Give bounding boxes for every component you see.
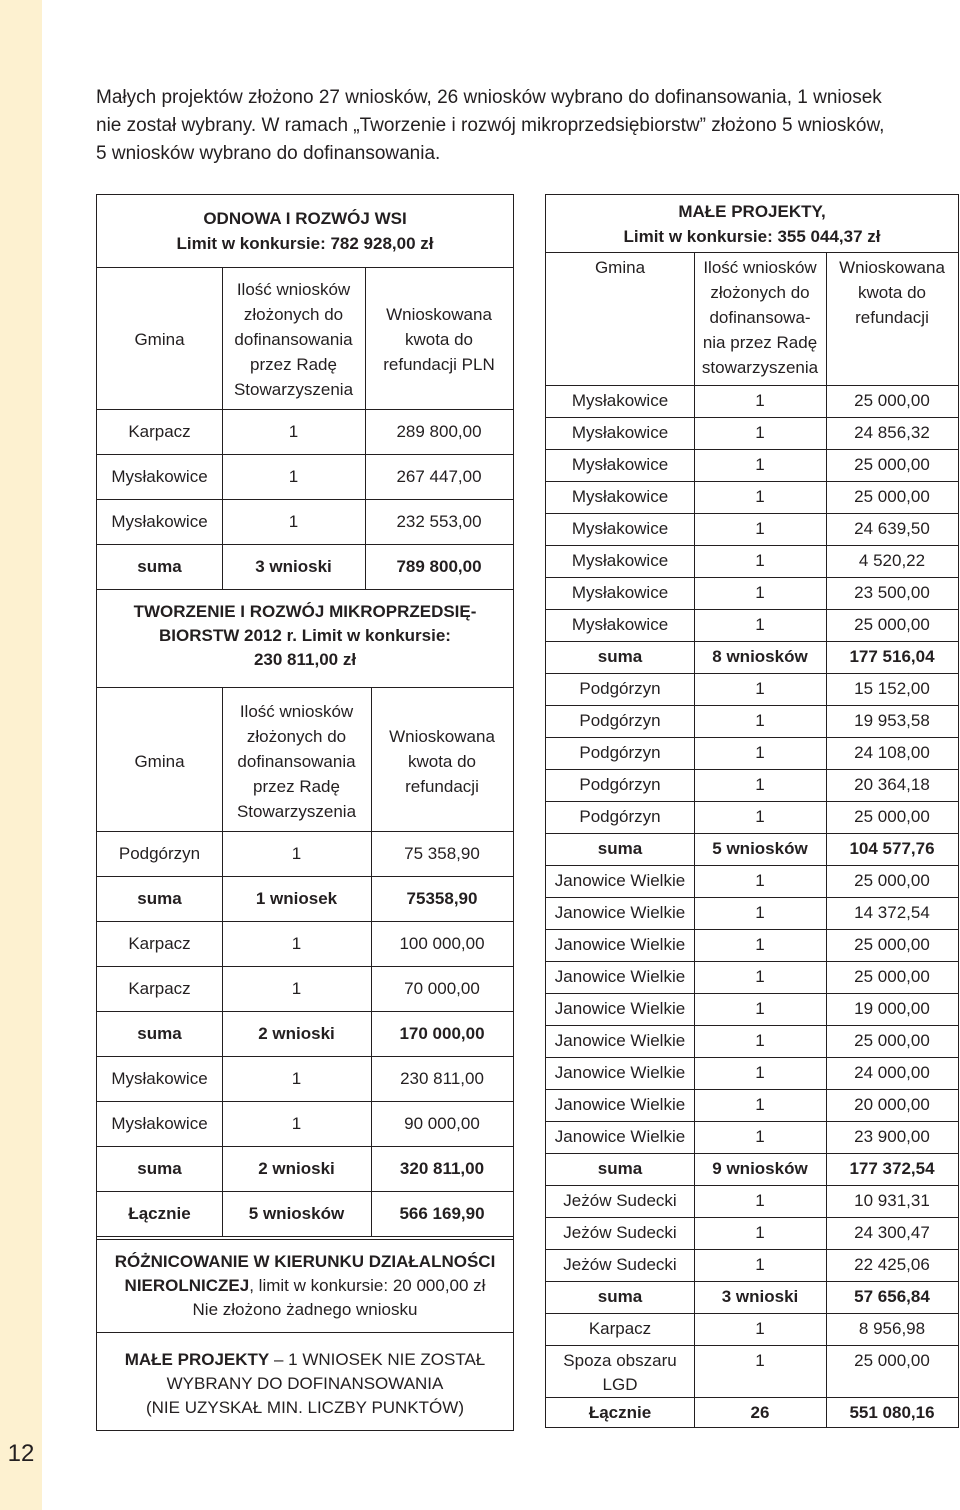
header-line: kwota do xyxy=(857,283,927,302)
header-line: stowarzyszenia xyxy=(701,358,819,377)
table-cell: 1 xyxy=(755,551,765,570)
cell-divider xyxy=(222,966,223,1011)
table-cell: 24 300,47 xyxy=(854,1223,930,1242)
header-line: Wnioskowana xyxy=(839,258,945,277)
table-cell: 1 xyxy=(291,1068,302,1088)
table-cell: Jeżów Sudecki xyxy=(563,1191,677,1210)
row-line xyxy=(97,966,513,967)
cell-divider xyxy=(371,1146,372,1191)
table-cell: Janowice Wielkie xyxy=(554,903,686,922)
table-cell: 22 425,06 xyxy=(854,1255,930,1274)
table-cell: Mysłakowice xyxy=(571,519,669,538)
table-cell: suma xyxy=(597,839,643,858)
header-line: kwota do xyxy=(404,330,474,349)
table-cell: 23 900,00 xyxy=(854,1127,930,1146)
row-line xyxy=(546,1345,958,1346)
cell-divider xyxy=(222,831,223,876)
table-cell: 170 000,00 xyxy=(399,1023,485,1043)
table-cell: Podgórzyn xyxy=(118,843,201,863)
table-cell: Mysłakowice xyxy=(571,551,669,570)
row-line xyxy=(546,705,958,706)
header-line: Ilość wniosków xyxy=(239,702,354,721)
table-cell: Janowice Wielkie xyxy=(554,999,686,1018)
cell-divider xyxy=(371,1011,372,1056)
table-cell: 75358,90 xyxy=(406,888,478,908)
table-cell: 25 000,00 xyxy=(854,1031,930,1050)
cell-divider xyxy=(222,1011,223,1056)
row-line xyxy=(97,1236,513,1237)
row-line xyxy=(546,1153,958,1154)
table-cell: 267 447,00 xyxy=(396,466,482,486)
cell-divider xyxy=(222,876,223,921)
cell-divider xyxy=(371,1056,372,1101)
table-cell: Mysłakowice xyxy=(571,423,669,442)
table-cell: suma xyxy=(137,888,182,908)
title-line: 230 811,00 zł xyxy=(253,650,357,669)
table-cell: 1 xyxy=(755,1351,765,1370)
table-cell: 1 xyxy=(755,935,765,954)
table-cell: 230 811,00 xyxy=(400,1068,484,1088)
row-line xyxy=(546,1121,958,1122)
table-cell: Mysłakowice xyxy=(571,455,669,474)
header-line: przez Radę xyxy=(253,777,340,796)
header-line: złożonych do xyxy=(243,305,344,324)
header-line: Wnioskowana xyxy=(386,305,492,324)
left-summary-box xyxy=(96,194,514,1431)
cell-divider xyxy=(371,876,372,921)
tworzenie-title xyxy=(97,600,513,672)
table-cell: Janowice Wielkie xyxy=(554,967,686,986)
table-cell: suma xyxy=(137,1158,182,1178)
row-line xyxy=(546,929,958,930)
table-cell: 177 516,04 xyxy=(849,647,935,666)
table-cell: 551 080,16 xyxy=(849,1403,935,1422)
title-part: BIORSTW 2012 r. xyxy=(159,626,297,645)
row-line xyxy=(97,921,513,922)
row-line xyxy=(546,417,958,418)
table-cell: 20 364,18 xyxy=(854,775,930,794)
cell-divider xyxy=(365,454,366,499)
table-cell: 1 wniosek xyxy=(255,888,338,908)
table-cell: Janowice Wielkie xyxy=(554,1063,686,1082)
table-cell: 1 xyxy=(288,511,299,531)
table-cell: 1 xyxy=(291,1113,302,1133)
table-cell: 2 wnioski xyxy=(258,1158,335,1178)
table-cell: 24 639,50 xyxy=(854,519,930,538)
table-cell: Janowice Wielkie xyxy=(554,871,686,890)
right-header-ilosc xyxy=(694,255,826,380)
header-line: Ilość wniosków xyxy=(703,258,817,277)
table-cell: Karpacz xyxy=(588,1319,652,1338)
odnowa-header-ilosc xyxy=(222,277,365,402)
table-cell: 5 wniosków xyxy=(712,839,808,858)
row-line xyxy=(97,1191,513,1192)
table-cell: 1 xyxy=(755,583,765,602)
table-cell: 19 000,00 xyxy=(854,999,930,1018)
header-line: dofinansowania xyxy=(237,752,356,771)
table-cell: 9 wniosków xyxy=(712,1159,808,1178)
table-cell: Janowice Wielkie xyxy=(554,1127,686,1146)
table-cell: Podgórzyn xyxy=(579,679,661,698)
row-line xyxy=(546,449,958,450)
table-cell: Mysłakowice xyxy=(571,391,669,410)
table-cell: 1 xyxy=(288,466,299,486)
header-line: Stowarzyszenia xyxy=(236,802,357,821)
table-cell: Karpacz xyxy=(128,421,191,441)
cell-divider xyxy=(222,1146,223,1191)
cell-divider xyxy=(371,921,372,966)
header-line: Stowarzyszenia xyxy=(233,380,354,399)
intro-line: nie został wybrany. W ramach „Tworzenie i rozwój mikroprzedsiębiorstw” złożono 5 wniosków, xyxy=(96,115,885,136)
row-line xyxy=(546,1281,958,1282)
table-cell: 1 xyxy=(755,615,765,634)
header-line: kwota do xyxy=(407,752,477,771)
table-cell: 1 xyxy=(755,775,765,794)
table-cell: 24 108,00 xyxy=(854,743,930,762)
row-line xyxy=(546,673,958,674)
row-line xyxy=(546,513,958,514)
table-cell: 1 xyxy=(755,1063,765,1082)
row-line xyxy=(546,577,958,578)
table-cell: 25 000,00 xyxy=(854,871,930,890)
table-cell: 104 577,76 xyxy=(849,839,935,858)
table-cell: 25 000,00 xyxy=(854,455,930,474)
table-cell: 25 000,00 xyxy=(854,967,930,986)
table-cell: 20 000,00 xyxy=(854,1095,930,1114)
roznicowanie-limit: , limit w konkursie: 20 000,00 zł xyxy=(249,1276,486,1295)
row-line xyxy=(97,1146,513,1147)
table-cell: 1 xyxy=(755,1255,765,1274)
table-cell: 19 953,58 xyxy=(854,711,930,730)
table-cell: 100 000,00 xyxy=(399,933,485,953)
header-line: nia przez Radę xyxy=(702,333,818,352)
table-cell: 5 wniosków xyxy=(248,1203,345,1223)
table-cell: suma xyxy=(597,647,643,666)
row-line xyxy=(546,865,958,866)
row-line xyxy=(546,545,958,546)
table-cell: 177 372,54 xyxy=(849,1159,935,1178)
cell-divider xyxy=(371,1101,372,1146)
odnowa-header-bottom-line xyxy=(97,409,513,410)
right-header-bottom-line xyxy=(546,385,958,386)
header-line: złożonych do xyxy=(246,727,347,746)
table-cell: 90 000,00 xyxy=(404,1113,480,1133)
header-line: dofinansowania xyxy=(234,330,353,349)
row-line xyxy=(97,544,513,545)
table-cell: 3 wnioski xyxy=(721,1287,799,1306)
header-line: refundacji xyxy=(405,777,479,796)
page-sidebar xyxy=(0,0,42,1510)
table-cell: 8 956,98 xyxy=(858,1319,926,1338)
title-line: TWORZENIE I ROZWÓJ MIKROPRZEDSIĘ- xyxy=(133,602,477,621)
odnowa-header-gmina: Gmina xyxy=(134,330,185,349)
odnowa-limit: Limit w konkursie: 782 928,00 zł xyxy=(176,234,434,253)
header-line: Ilość wniosków xyxy=(236,280,351,299)
table-cell: 1 xyxy=(755,423,765,442)
table-cell: 1 xyxy=(755,807,765,826)
section-divider xyxy=(97,1239,513,1240)
roznicowanie-title: RÓŻNICOWANIE W KIERUNKU DZIAŁALNOŚCI xyxy=(114,1252,496,1271)
table-cell: 1 xyxy=(755,871,765,890)
table-cell: 8 wniosków xyxy=(712,647,808,666)
table-cell: 1 xyxy=(755,711,765,730)
header-line: dofinansowa- xyxy=(709,308,811,327)
row-line xyxy=(546,801,958,802)
table-cell: Łącznie xyxy=(128,1203,191,1223)
table-cell: 3 wnioski xyxy=(255,556,332,576)
intro-line: 5 wniosków wybrano do dofinansowania. xyxy=(96,143,441,164)
cell-divider xyxy=(222,544,223,589)
cell-divider xyxy=(371,1191,372,1236)
table-cell: Janowice Wielkie xyxy=(554,1031,686,1050)
row-line xyxy=(546,1217,958,1218)
cell-divider xyxy=(222,1056,223,1101)
tworzenie-header-top-line xyxy=(97,687,513,688)
table-cell: 57 656,84 xyxy=(854,1287,930,1306)
row-line xyxy=(97,499,513,500)
table-cell: 1 xyxy=(288,421,299,441)
table-cell: 25 000,00 xyxy=(854,1351,930,1370)
table-cell: Podgórzyn xyxy=(579,743,661,762)
page-number: 12 xyxy=(7,1440,35,1467)
intro-paragraph xyxy=(96,84,956,168)
header-line: przez Radę xyxy=(250,355,337,374)
table-cell: Mysłakowice xyxy=(111,1068,208,1088)
table-cell: 25 000,00 xyxy=(854,935,930,954)
tworzenie-header-gmina: Gmina xyxy=(134,752,185,771)
cell-divider xyxy=(222,499,223,544)
row-line xyxy=(546,1313,958,1314)
table-cell: 1 xyxy=(755,1127,765,1146)
male-projekty-title: MAŁE PROJEKTY xyxy=(124,1350,270,1369)
table-cell: 1 xyxy=(755,999,765,1018)
table-cell: 1 xyxy=(755,1031,765,1050)
roznicowanie-block xyxy=(97,1250,513,1322)
table-cell: Janowice Wielkie xyxy=(554,935,686,954)
male-projekty-text: WYBRANY DO DOFINANSOWANIA xyxy=(166,1374,444,1393)
row-line xyxy=(546,961,958,962)
table-cell: 1 xyxy=(755,903,765,922)
table-cell: 25 000,00 xyxy=(854,391,930,410)
table-cell: Jeżów Sudecki xyxy=(563,1255,677,1274)
table-cell: 1 xyxy=(291,933,302,953)
right-header-gmina: Gmina xyxy=(594,258,646,277)
title-line xyxy=(97,624,513,648)
cell-divider xyxy=(222,921,223,966)
section-divider xyxy=(97,1332,513,1333)
cell-divider xyxy=(222,1191,223,1236)
row-line xyxy=(546,769,958,770)
table-cell: 24 856,32 xyxy=(854,423,930,442)
table-cell: 320 811,00 xyxy=(399,1158,485,1178)
tworzenie-header-ilosc xyxy=(222,699,371,824)
header-line: Wnioskowana xyxy=(389,727,495,746)
table-cell: 1 xyxy=(755,743,765,762)
table-cell: suma xyxy=(137,556,182,576)
table-cell: 1 xyxy=(755,1095,765,1114)
table-cell: 1 xyxy=(755,519,765,538)
table-cell: 2 wnioski xyxy=(258,1023,335,1043)
tworzenie-header-bottom-line xyxy=(97,831,513,832)
table-cell: 1 xyxy=(755,455,765,474)
table-cell: 70 000,00 xyxy=(404,978,480,998)
row-line xyxy=(97,454,513,455)
table-cell: Podgórzyn xyxy=(579,711,661,730)
male-projekty-note xyxy=(97,1348,513,1420)
odnowa-header-kwota xyxy=(365,302,513,377)
table-cell: Mysłakowice xyxy=(111,466,208,486)
table-cell: Mysłakowice xyxy=(571,487,669,506)
male-projekty-text: (NIE UZYSKAŁ MIN. LICZBY PUNKTÓW) xyxy=(145,1398,464,1417)
cell-divider xyxy=(222,1101,223,1146)
table-cell: 1 xyxy=(755,391,765,410)
header-line: złożonych do xyxy=(710,283,810,302)
table-cell: Janowice Wielkie xyxy=(554,1095,686,1114)
roznicowanie-title: NIEROLNICZEJ xyxy=(124,1276,250,1295)
right-header-kwota xyxy=(826,255,958,330)
table-cell: Podgórzyn xyxy=(579,807,661,826)
table-cell: 566 169,90 xyxy=(399,1203,485,1223)
table-cell: 25 000,00 xyxy=(854,487,930,506)
roznicowanie-limit-line xyxy=(97,1274,513,1298)
cell-divider xyxy=(371,831,372,876)
table-cell: 15 152,00 xyxy=(854,679,930,698)
row-line xyxy=(97,589,513,590)
table-cell: 14 372,54 xyxy=(854,903,930,922)
header-line: refundacji xyxy=(855,308,929,327)
cell-divider xyxy=(365,499,366,544)
row-line xyxy=(546,1025,958,1026)
row-line xyxy=(97,1101,513,1102)
row-line xyxy=(546,897,958,898)
table-cell: 1 xyxy=(755,967,765,986)
table-cell: suma xyxy=(597,1159,643,1178)
table-cell: 24 000,00 xyxy=(854,1063,930,1082)
table-cell: suma xyxy=(597,1287,643,1306)
right-male-projekty-box xyxy=(545,194,959,1428)
row-line xyxy=(546,1185,958,1186)
row-line xyxy=(546,609,958,610)
table-cell: 1 xyxy=(291,843,302,863)
cell-divider xyxy=(222,454,223,499)
table-cell: 232 553,00 xyxy=(396,511,482,531)
table-cell: 25 000,00 xyxy=(854,807,930,826)
cell-divider xyxy=(371,966,372,1011)
table-cell: Mysłakowice xyxy=(571,583,669,602)
table-cell: 789 800,00 xyxy=(396,556,482,576)
table-cell: 1 xyxy=(755,487,765,506)
right-title: MAŁE PROJEKTY, xyxy=(678,202,826,221)
row-line xyxy=(546,641,958,642)
header-line: refundacji PLN xyxy=(383,355,495,374)
table-cell: Łącznie xyxy=(588,1403,652,1422)
table-cell: Mysłakowice xyxy=(111,511,208,531)
table-cell: 75 358,90 xyxy=(404,843,480,863)
male-projekty-text: – 1 WNIOSEK NIE ZOSTAŁ xyxy=(269,1350,486,1369)
table-cell: Mysłakowice xyxy=(111,1113,208,1133)
row-line xyxy=(97,1056,513,1057)
table-cell: 25 000,00 xyxy=(854,615,930,634)
odnowa-header-top-line xyxy=(97,267,513,268)
row-line xyxy=(97,1011,513,1012)
table-cell: 289 800,00 xyxy=(396,421,482,441)
row-line xyxy=(546,1057,958,1058)
odnowa-title: ODNOWA I ROZWÓJ WSI xyxy=(203,209,407,228)
row-line xyxy=(546,1397,958,1398)
table-cell: Jeżów Sudecki xyxy=(563,1223,677,1242)
table-cell: 1 xyxy=(755,1223,765,1242)
row-line xyxy=(546,1249,958,1250)
intro-line: Małych projektów złożono 27 wniosków, 26 wniosków wybrano do dofinansowania, 1 wniosek xyxy=(96,87,882,108)
table-cell: 1 xyxy=(755,679,765,698)
table-cell: 23 500,00 xyxy=(854,583,930,602)
table-cell: suma xyxy=(137,1023,182,1043)
roznicowanie-note: Nie złożono żadnego wniosku xyxy=(192,1300,418,1319)
cell-divider xyxy=(222,409,223,454)
table-cell: 1 xyxy=(291,978,302,998)
table-cell: Karpacz xyxy=(128,933,191,953)
row-line xyxy=(546,1089,958,1090)
row-line xyxy=(97,876,513,877)
table-cell: 1 xyxy=(755,1319,765,1338)
right-limit: Limit w konkursie: 355 044,37 zł xyxy=(623,227,881,246)
table-cell: Mysłakowice xyxy=(571,615,669,634)
table-cell: 4 520,22 xyxy=(858,551,926,570)
right-header-top-line xyxy=(546,252,958,253)
tworzenie-header-kwota xyxy=(371,724,513,799)
row-line xyxy=(546,481,958,482)
cell-divider xyxy=(365,544,366,589)
row-line xyxy=(546,737,958,738)
male-projekty-line xyxy=(97,1348,513,1372)
table-cell: 26 xyxy=(750,1403,770,1422)
table-cell: Podgórzyn xyxy=(579,775,661,794)
row-line xyxy=(546,993,958,994)
title-part: Limit w konkursie: xyxy=(301,626,451,645)
table-cell: 1 xyxy=(755,1191,765,1210)
row-line xyxy=(546,833,958,834)
cell-divider xyxy=(365,409,366,454)
table-cell: Spoza obszaru LGD xyxy=(563,1351,677,1394)
table-cell: Karpacz xyxy=(128,978,191,998)
table-cell: 10 931,31 xyxy=(854,1191,930,1210)
